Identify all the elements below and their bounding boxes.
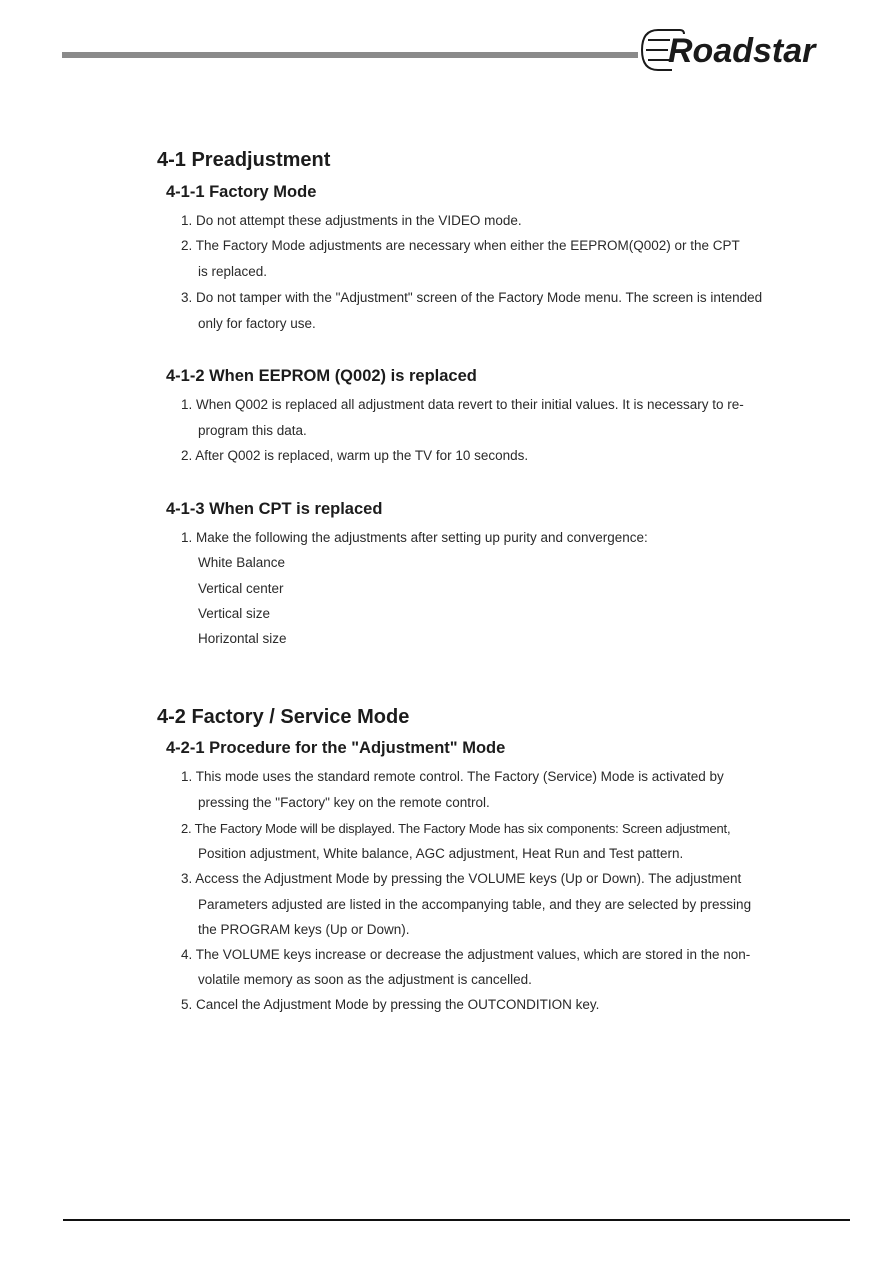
subsection-title-4-1-3: 4-1-3 When CPT is replaced [166, 500, 383, 518]
subsection-title-4-2-1: 4-2-1 Procedure for the "Adjustment" Mode [166, 739, 506, 757]
adjustment-item: Vertical center [198, 581, 284, 596]
list-item-continuation: the PROGRAM keys (Up or Down). [198, 922, 410, 937]
list-item: 4. The VOLUME keys increase or decrease the adjustment values, which are stored in the non- [181, 947, 751, 962]
list-item-continuation: only for factory use. [198, 316, 316, 331]
list-item: 2. After Q002 is replaced, warm up the TV for 10 seconds. [181, 448, 529, 463]
list-item: 1. Make the following the adjustments after setting up purity and convergence: [181, 530, 648, 545]
list-item: 2. The Factory Mode adjustments are necessary when either the EEPROM(Q002) or the CPT [181, 238, 740, 253]
brand-text: Roadstar [668, 32, 816, 70]
subsection-title-4-1-1: 4-1-1 Factory Mode [166, 183, 317, 201]
adjustment-item: White Balance [198, 555, 286, 570]
list-item: 5. Cancel the Adjustment Mode by pressing the OUTCONDITION key. [181, 997, 600, 1012]
list-item: 3. Do not tamper with the "Adjustment" screen of the Factory Mode menu. The screen is intended [181, 290, 763, 305]
adjustment-item: Horizontal size [198, 631, 287, 646]
section-title-4-1: 4-1 Preadjustment [157, 149, 331, 171]
list-item: 1. Do not attempt these adjustments in the VIDEO mode. [181, 213, 522, 228]
list-item-continuation: is replaced. [198, 264, 268, 279]
list-item-continuation: pressing the "Factory" key on the remote control. [198, 795, 490, 810]
list-item: 2. The Factory Mode will be displayed. The Factory Mode has six components: Screen adjustment, [181, 821, 731, 836]
list-item: 1. When Q002 is replaced all adjustment data revert to their initial values. It is necessary to re- [181, 397, 744, 412]
subsection-title-4-1-2: 4-1-2 When EEPROM (Q002) is replaced [166, 367, 477, 385]
section-title-4-2: 4-2 Factory / Service Mode [157, 706, 410, 728]
list-item-continuation: Parameters adjusted are listed in the accompanying table, and they are selected by pressing [198, 897, 752, 912]
list-item-continuation: program this data. [198, 423, 307, 438]
footer-rule [63, 1219, 850, 1221]
list-item-continuation: volatile memory as soon as the adjustment is cancelled. [198, 972, 532, 987]
adjustment-item: Vertical size [198, 606, 271, 621]
list-item-continuation: Position adjustment, White balance, AGC adjustment, Heat Run and Test pattern. [198, 846, 684, 861]
list-item: 3. Access the Adjustment Mode by pressing the VOLUME keys (Up or Down). The adjustment [181, 871, 742, 886]
list-item: 1. This mode uses the standard remote control. The Factory (Service) Mode is activated by [181, 769, 724, 784]
